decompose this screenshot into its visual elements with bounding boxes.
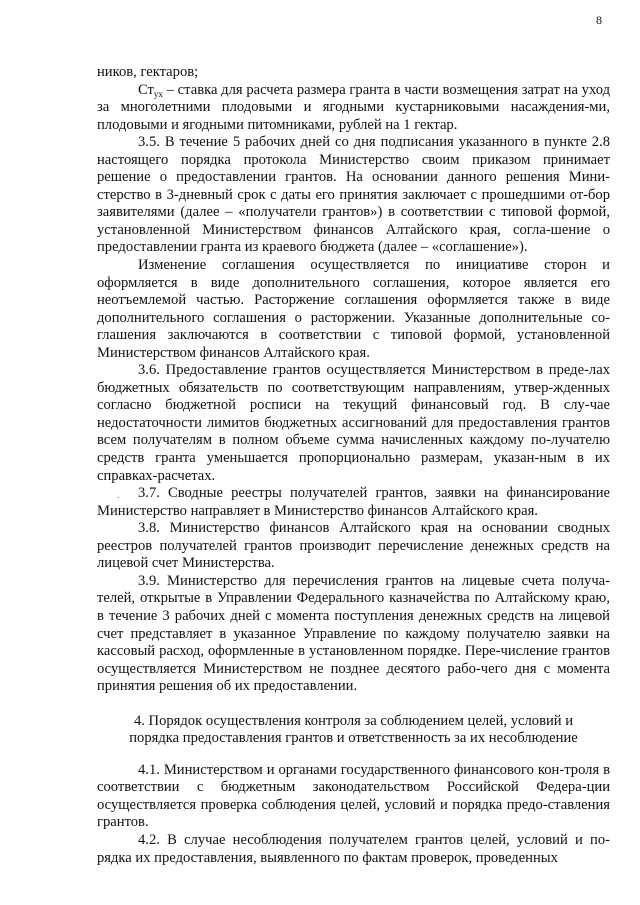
paragraph-3-6: 3.6. Предоставление грантов осуществляется Министерством в преде-лах бюджетных обязательств по соответствующим направлениям, утвер-жденных согласно бюджетной росписи на текущий финансовый год. В слу-чае недостаточности лимитов бюджетных ассигнований для предоставления грантов всем получателям в полном объеме сумма начисленных каждому по-лучателю средств гранта уменьшается пропорционально размерам, указан-ным в их справках-расчетах.	[97, 362, 610, 484]
paragraph-4-1: 4.1. Министерством и органами государственного финансового кон-троля в соответствии с бюджетным законодательством Российской Федера-ции осуществляется проверка соблюдения целей, условий и порядка предо-ставления грантов.	[97, 761, 610, 831]
paragraph-4-2: 4.2. В случае несоблюдения получателем грантов целей, условий и по-рядка их предоставления, выявленного по фактам проверок, проведенных	[97, 831, 610, 866]
stukh-subscript: ух	[153, 88, 163, 99]
page-number: 8	[596, 13, 602, 27]
stukh-symbol: Ст	[138, 81, 154, 98]
stukh-definition-text: – ставка для расчета размера гранта в части возмещения затрат на уход за многолетними плодовыми и ягодными кустарниковыми насаждения-ми, плодовыми и ягодными питомниками, рублей на 1 гектар.	[97, 81, 610, 133]
section-4-heading-line-2: порядка предоставления грантов и ответственность за их несоблюдение	[129, 730, 578, 747]
section-4-heading-line-1: 4. Порядок осуществления контроля за соблюдением целей, условий и	[133, 712, 574, 729]
paragraph-agreement-changes: Изменение соглашения осуществляется по инициативе сторон и оформляется в виде дополнительного соглашения, которое является его неотъемлемой частью. Расторжение соглашения оформляется также в виде дополнительного соглашения о расторжении. Указанные дополнительные со-глашения заключаются в соответствии с типовой формой, установленной Министерством финансов Алтайского края.	[97, 257, 610, 361]
paragraph-stukh-definition	[97, 82, 610, 135]
paragraph-3-7: 3.7. Сводные реестры получателей грантов, заявки на финансирование Министерство направляет в Министерство финансов Алтайского края.	[97, 485, 610, 519]
paragraph-3-9: 3.9. Министерство для перечисления грантов на лицевые счета получа-телей, открытые в Управлении Федерального казначейства по Алтайскому краю, в течение 3 рабочих дней с момента поступления денежных средств на лицевой счет представляет в указанное Управление по каждому получателю заявки на кассовый расход, оформленные в установленном порядке. Пере-числение грантов осуществляется Министерством не позднее десятого рабо-чего дня с момента принятия решения об их предоставлении.	[97, 572, 610, 695]
paragraph-3-5: 3.5. В течение 5 рабочих дней со дня подписания указанного в пункте 2.8 настоящего порядка протокола Министерство своим приказом принимает решение о предоставлении грантов. На основании данного решения Мини-стерство в 3-дневный срок с даты его принятия заключает с прошедшими от-бор заявителями (далее – «получатели грантов») в соответствии с типовой формой, установленной Министерством финансов Алтайского края, согла-шение о предоставлении гранта из краевого бюджета (далее – «соглашение»).	[97, 134, 610, 256]
paragraph-3-8: 3.8. Министерство финансов Алтайского края на основании сводных реестров получателей грантов производит перечисление денежных средств на лицевой счет Министерства.	[97, 520, 610, 572]
document-body	[97, 64, 610, 867]
section-4-heading	[97, 713, 610, 748]
paragraph-continuation: ников, гектаров;	[97, 64, 199, 80]
margin-mark: .	[117, 490, 120, 501]
